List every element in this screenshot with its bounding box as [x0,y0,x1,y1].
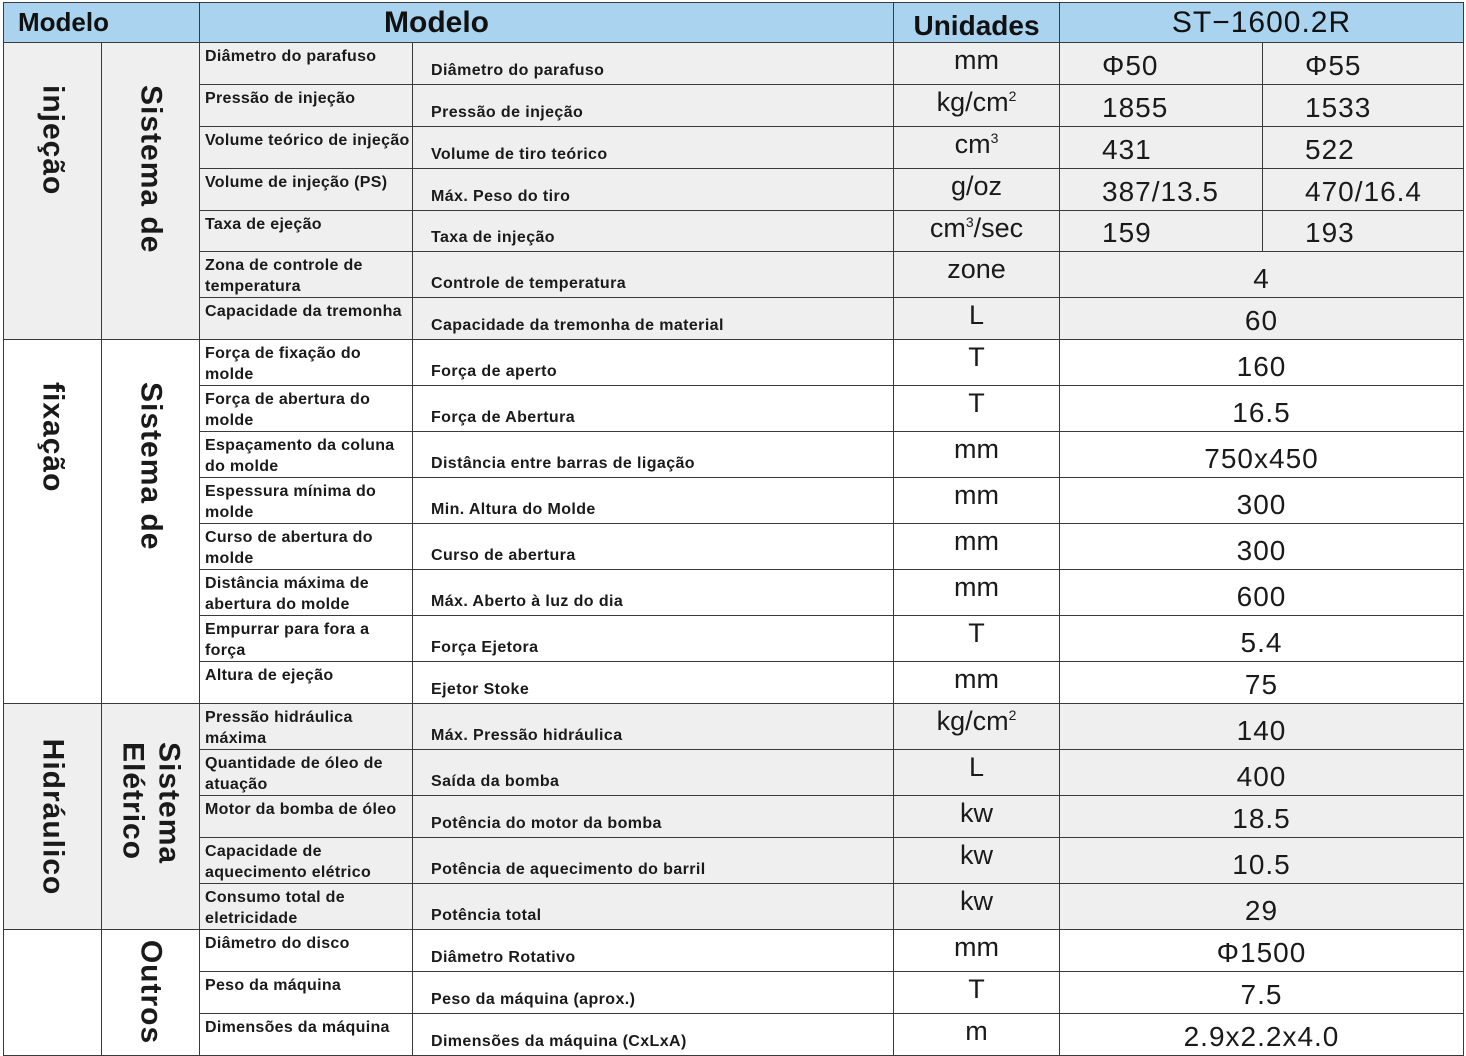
parameter-name: Máx. Aberto à luz do dia [413,570,894,616]
table-row [4,1013,1464,1055]
table-row [4,750,1464,796]
unit-cell [894,298,1060,340]
table-row [4,704,1464,750]
parameter-name: Volume de tiro teórico [413,126,894,168]
value-screw-a: 159 [1060,210,1263,252]
unit-cell [894,43,1060,85]
unit-text: T [968,342,985,373]
table-row [4,524,1464,570]
parameter-name: Distância entre barras de ligação [413,432,894,478]
parameter-pt: Distância máxima de abertura do molde [200,570,413,616]
parameter-name: Saída da bomba [413,750,894,796]
parameter-pt: Diâmetro do disco [200,930,413,972]
table-row [4,126,1464,168]
parameter-pt: Taxa de ejeção [200,210,413,252]
unit-text: mm [954,526,999,557]
parameter-pt: Dimensões da máquina [200,1013,413,1055]
header-model-left: Modelo [4,3,200,43]
value-cell: 400 [1060,750,1464,796]
unit-cell [894,126,1060,168]
group-label-inner-injection [102,43,200,340]
table-row [4,930,1464,972]
parameter-name: Potência de aquecimento do barril [413,838,894,884]
parameter-name: Capacidade da tremonha de material [413,298,894,340]
unit-text: kw [960,840,993,871]
parameter-pt: Volume teórico de injeção [200,126,413,168]
group-label-inner-hydraulic [102,704,200,930]
header-model-center: Modelo [200,3,894,43]
unit-text: zone [947,254,1006,285]
group-label-outer-text: Hidráulico [36,738,70,896]
unit-text: cm [929,212,966,243]
value-screw-a: 1855 [1060,84,1263,126]
parameter-pt: Empurrar para fora a força [200,616,413,662]
unit-text: m [965,1015,988,1046]
value-cell: 16.5 [1060,386,1464,432]
unit-text: L [968,300,985,331]
value-cell: 300 [1060,524,1464,570]
value-screw-b: 193 [1263,210,1464,252]
parameter-pt: Motor da bomba de óleo [200,796,413,838]
unit-cell [894,432,1060,478]
unit-cell [894,704,1060,750]
value-cell: 5.4 [1060,616,1464,662]
table-row [4,478,1464,524]
parameter-pt: Capacidade da tremonha [200,298,413,340]
table-row [4,796,1464,838]
unit-cell [894,930,1060,972]
value-screw-b: 470/16.4 [1263,168,1464,210]
parameter-pt: Pressão de injeção [200,84,413,126]
value-screw-b: Φ55 [1263,43,1464,85]
parameter-pt: Volume de injeção (PS) [200,168,413,210]
parameter-name: Peso da máquina (aprox.) [413,972,894,1014]
unit-text: T [968,618,985,649]
value-screw-a: 387/13.5 [1060,168,1263,210]
value-cell: 10.5 [1060,838,1464,884]
group-label-outer-injection [4,43,102,340]
unit-text: T [968,388,985,419]
unit-cell [894,210,1060,252]
parameter-pt: Peso da máquina [200,972,413,1014]
parameter-name: Controle de temperatura [413,252,894,298]
group-label-inner-others [102,930,200,1056]
unit-text: g/oz [950,170,1003,201]
unit-text: kg/cm [936,86,1009,117]
value-cell: 75 [1060,662,1464,704]
parameter-pt: Pressão hidráulica máxima [200,704,413,750]
value-cell: 2.9x2.2x4.0 [1060,1013,1464,1055]
group-label-inner-text: Sistema de [134,382,168,551]
header-units: Unidades [894,3,1060,43]
parameter-pt: Força de abertura do molde [200,386,413,432]
table-row [4,570,1464,616]
unit-cell [894,340,1060,386]
parameter-pt: Curso de abertura do molde [200,524,413,570]
table-row [4,252,1464,298]
table-row [4,168,1464,210]
unit-text: mm [954,434,999,465]
unit-tail: /sec [973,212,1024,243]
parameter-pt: Quantidade de óleo de atuação [200,750,413,796]
unit-cell [894,84,1060,126]
unit-cell [894,252,1060,298]
header-row [4,3,1464,43]
parameter-pt: Capacidade de aquecimento elétrico [200,838,413,884]
group-label-inner-text: Sistema de [134,85,168,254]
value-cell: 600 [1060,570,1464,616]
table-row [4,210,1464,252]
parameter-pt: Zona de controle de temperatura [200,252,413,298]
parameter-name: Força de Abertura [413,386,894,432]
parameter-name: Força Ejetora [413,616,894,662]
unit-cell [894,524,1060,570]
value-screw-b: 1533 [1263,84,1464,126]
unit-cell [894,838,1060,884]
value-cell: Φ1500 [1060,930,1464,972]
parameter-name: Diâmetro do parafuso [413,43,894,85]
group-label-inner-text: Sistema Elétrico [116,741,186,864]
parameter-name: Min. Altura do Molde [413,478,894,524]
group-label-inner-text: Outros [134,940,168,1045]
group-label-outer-others [4,930,102,1056]
table-row [4,298,1464,340]
spec-table-body [4,3,1464,1056]
value-cell: 4 [1060,252,1464,298]
table-row [4,662,1464,704]
unit-text: kw [960,798,993,829]
value-screw-a: Φ50 [1060,43,1263,85]
parameter-name: Dimensões da máquina (CxLxA) [413,1013,894,1055]
group-label-outer-text: fixação [36,382,70,493]
unit-cell [894,750,1060,796]
unit-text: mm [954,572,999,603]
table-row [4,432,1464,478]
value-cell: 300 [1060,478,1464,524]
value-cell: 750x450 [1060,432,1464,478]
parameter-name: Ejetor Stoke [413,662,894,704]
group-label-outer-clamping [4,340,102,704]
group-label-outer-hydraulic [4,704,102,930]
unit-cell [894,478,1060,524]
table-row [4,884,1464,930]
unit-text: T [968,974,985,1005]
unit-superscript: 2 [1008,87,1017,104]
parameter-name: Curso de abertura [413,524,894,570]
unit-cell [894,570,1060,616]
parameter-pt: Espaçamento da coluna do molde [200,432,413,478]
unit-text: mm [954,45,999,75]
unit-superscript: 3 [990,129,999,146]
unit-cell [894,616,1060,662]
unit-text: mm [954,664,999,695]
value-cell: 140 [1060,704,1464,750]
parameter-name: Potência total [413,884,894,930]
table-row [4,43,1464,85]
parameter-name: Potência do motor da bomba [413,796,894,838]
value-cell: 7.5 [1060,972,1464,1014]
parameter-name: Máx. Peso do tiro [413,168,894,210]
unit-text: kg/cm [936,706,1009,737]
unit-cell [894,972,1060,1014]
unit-cell [894,1013,1060,1055]
spec-table [3,2,1464,1056]
header-machine-model: ST−1600.2R [1060,3,1464,43]
parameter-name: Força de aperto [413,340,894,386]
parameter-name: Máx. Pressão hidráulica [413,704,894,750]
unit-text: cm [954,128,991,159]
table-row [4,340,1464,386]
unit-cell [894,168,1060,210]
unit-cell [894,884,1060,930]
unit-cell [894,386,1060,432]
unit-superscript: 2 [1008,707,1017,724]
parameter-pt: Força de fixação do molde [200,340,413,386]
value-cell: 60 [1060,298,1464,340]
group-label-outer-text: injeção [36,85,70,196]
unit-text: L [968,752,985,783]
table-row [4,616,1464,662]
value-cell: 160 [1060,340,1464,386]
unit-superscript: 3 [965,213,974,230]
parameter-name: Taxa de injeção [413,210,894,252]
value-screw-b: 522 [1263,126,1464,168]
parameter-pt: Diâmetro do parafuso [200,43,413,85]
unit-text: mm [954,932,999,963]
value-screw-a: 431 [1060,126,1263,168]
unit-text: kw [960,886,993,917]
table-row [4,84,1464,126]
table-row [4,972,1464,1014]
value-cell: 18.5 [1060,796,1464,838]
parameter-pt: Consumo total de eletricidade [200,884,413,930]
unit-cell [894,662,1060,704]
table-row [4,838,1464,884]
unit-text: mm [954,480,999,511]
parameter-name: Diâmetro Rotativo [413,930,894,972]
parameter-pt: Altura de ejeção [200,662,413,704]
group-label-inner-clamping [102,340,200,704]
parameter-pt: Espessura mínima do molde [200,478,413,524]
value-cell: 29 [1060,884,1464,930]
parameter-name: Pressão de injeção [413,84,894,126]
table-row [4,386,1464,432]
unit-cell [894,796,1060,838]
